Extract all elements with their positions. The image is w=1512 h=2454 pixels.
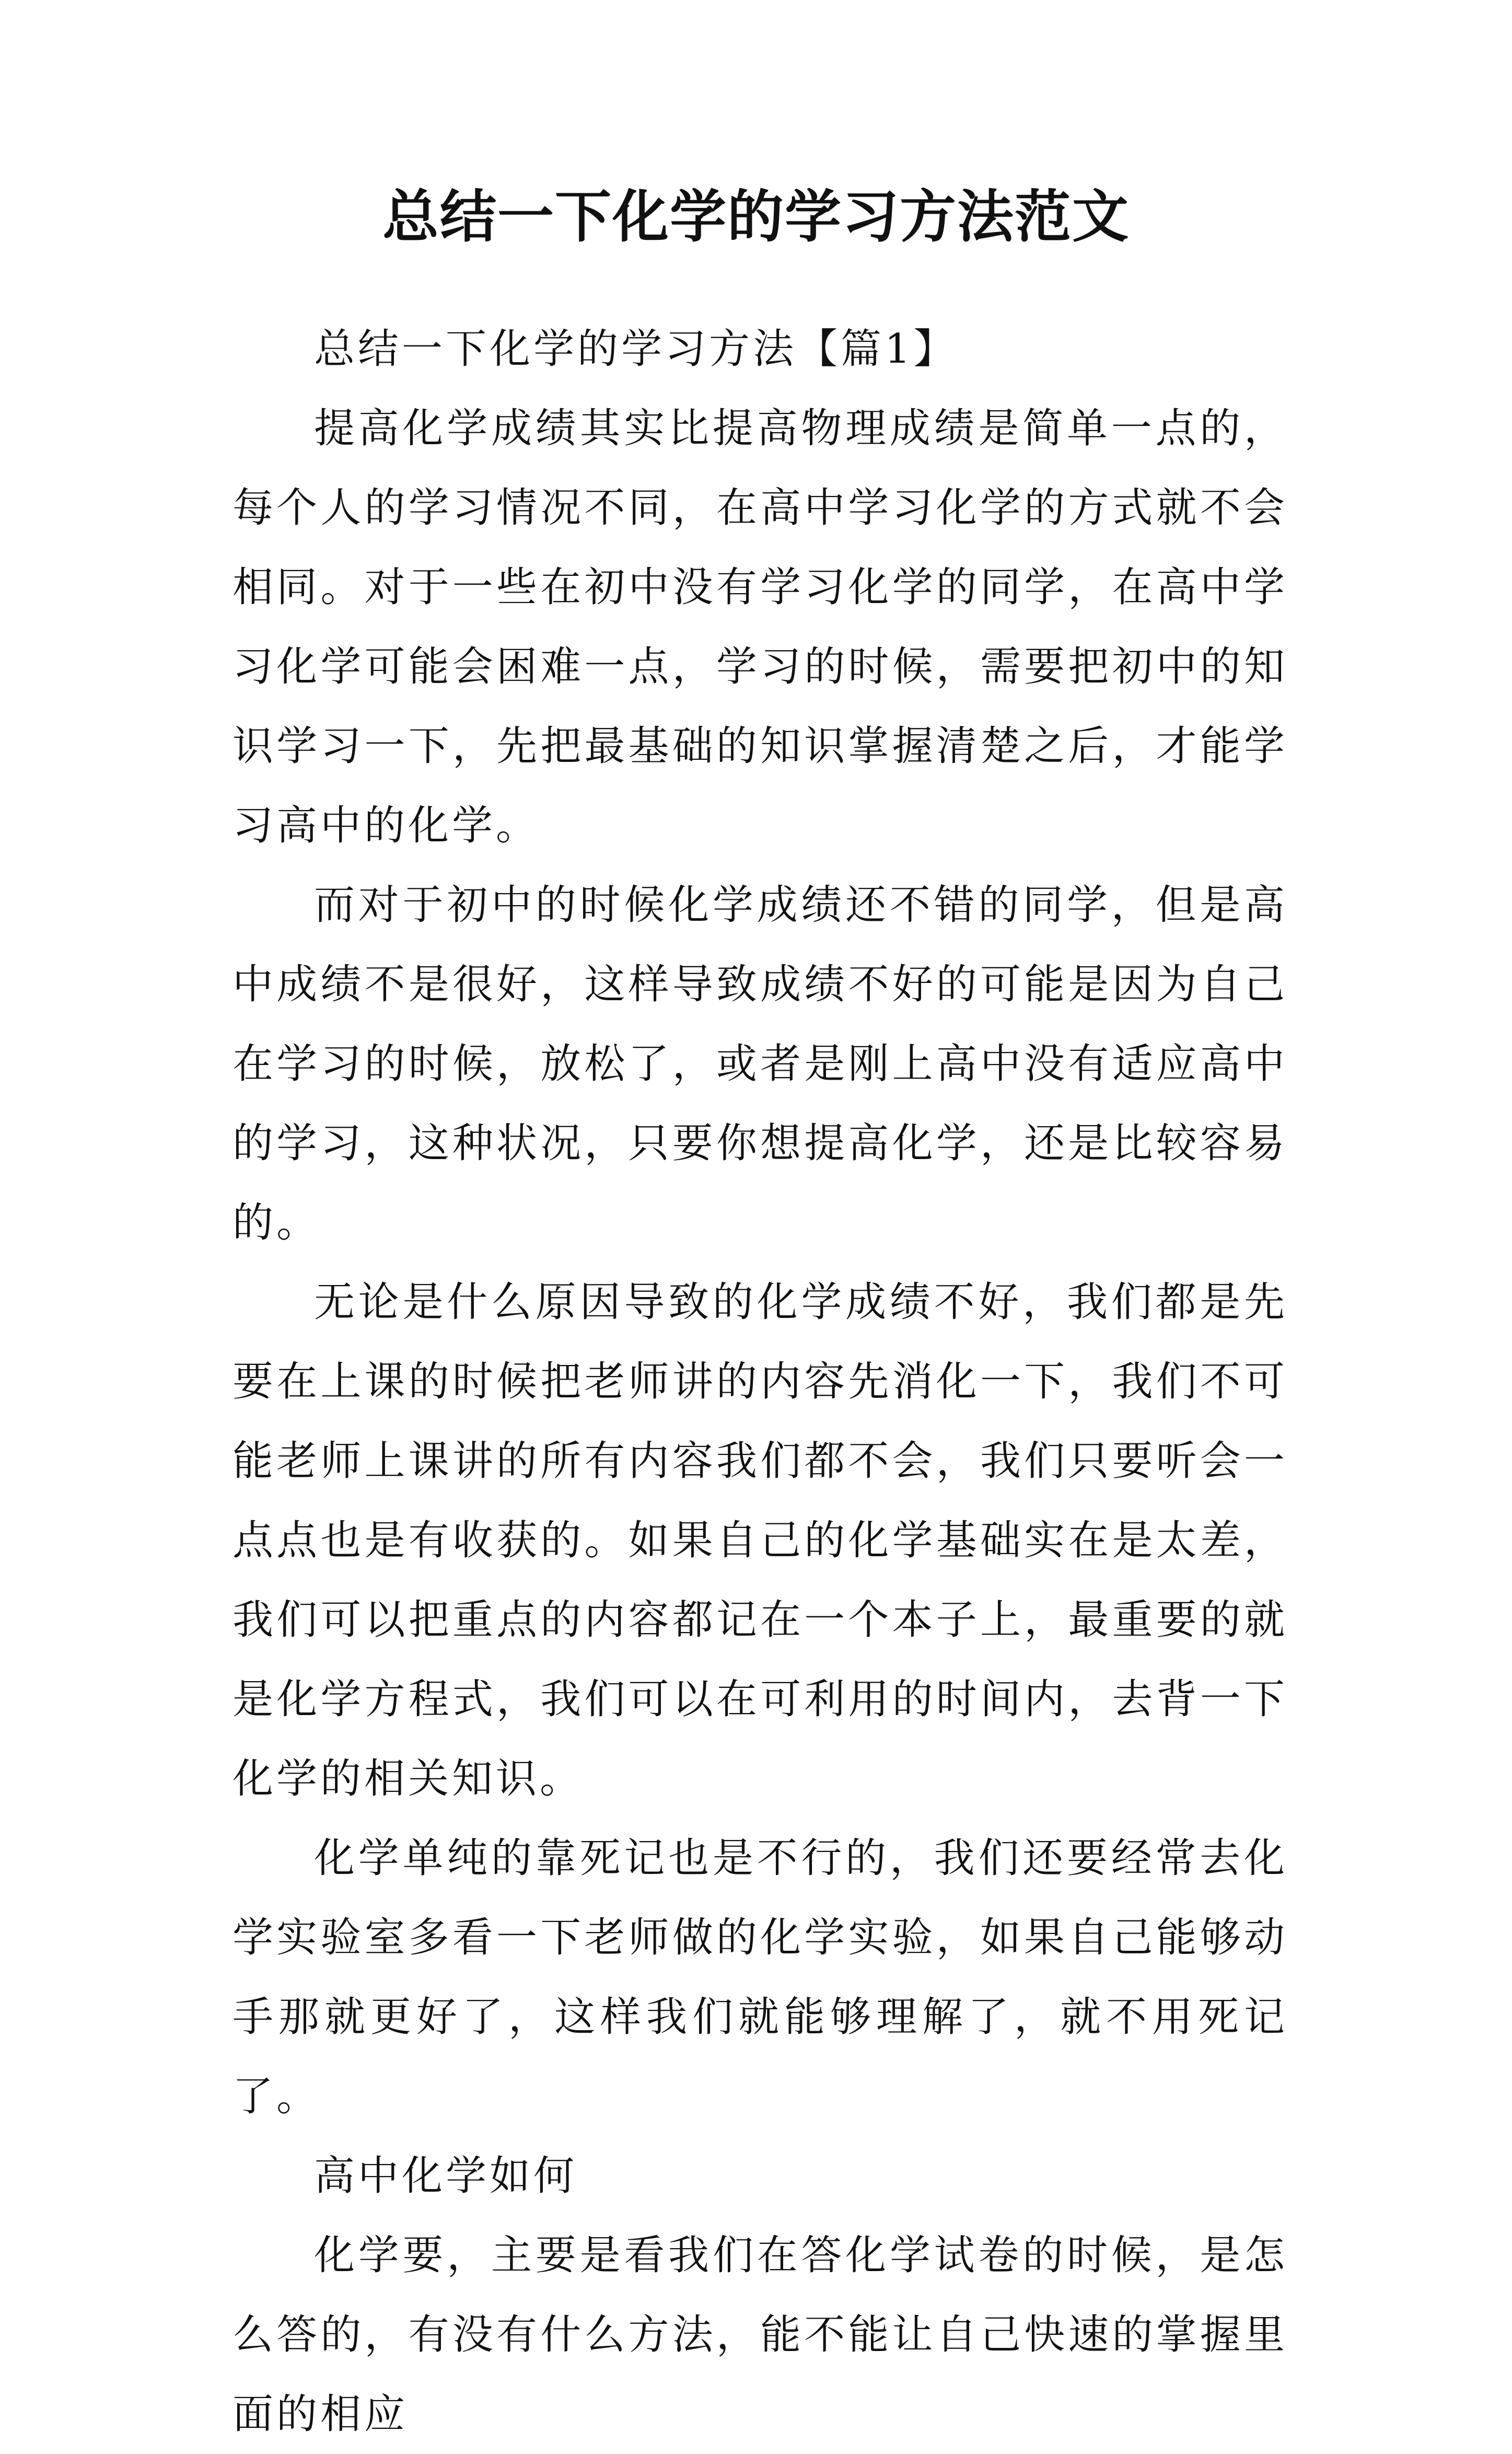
paragraph: 无论是什么原因导致的化学成绩不好，我们都是先要在上课的时候把老师讲的内容先消化一下，我们不可能老师上课讲的所有内容我们都不会，我们只要听会一点点也是有收获的。如果自己的化学基础实在是太差，我们可以把重点的内容都记在一个本子上，最重要的就是化学方程式，我们可以在可利用的时间内，去背一下化学的相关知识。 xyxy=(232,1279,1288,1802)
document-body xyxy=(232,309,1288,2454)
document-title: 总结一下化学的学习方法范文 xyxy=(382,184,1130,250)
section-heading: 总结一下化学的学习方法【篇1】 xyxy=(314,326,958,373)
subheading: 高中化学如何 xyxy=(314,2152,578,2200)
paragraph: 提高化学成绩其实比提高物理成绩是简单一点的，每个人的学习情况不同，在高中学习化学的方式就不会相同。对于一些在初中没有学习化学的同学，在高中学习化学可能会困难一点，学习的时候，需要把初中的知识学习一下，先把最基础的知识掌握清楚之后，才能学习高中的化学。 xyxy=(232,405,1288,849)
paragraph: 化学要，主要是看我们在答化学试卷的时候，是怎么答的，有没有什么方法，能不能让自己快速的掌握里面的相应 xyxy=(232,2232,1288,2438)
paragraph: 化学单纯的靠死记也是不行的，我们还要经常去化学实验室多看一下老师做的化学实验，如果自己能够动手那就更好了，这样我们就能够理解了，就不用死记了。 xyxy=(232,1835,1288,2120)
paragraph: 而对于初中的时候化学成绩还不错的同学，但是高中成绩不是很好，这样导致成绩不好的可能是因为自己在学习的时候，放松了，或者是刚上高中没有适应高中的学习，这种状况，只要你想提高化学，还是比较容易的。 xyxy=(232,882,1288,1246)
